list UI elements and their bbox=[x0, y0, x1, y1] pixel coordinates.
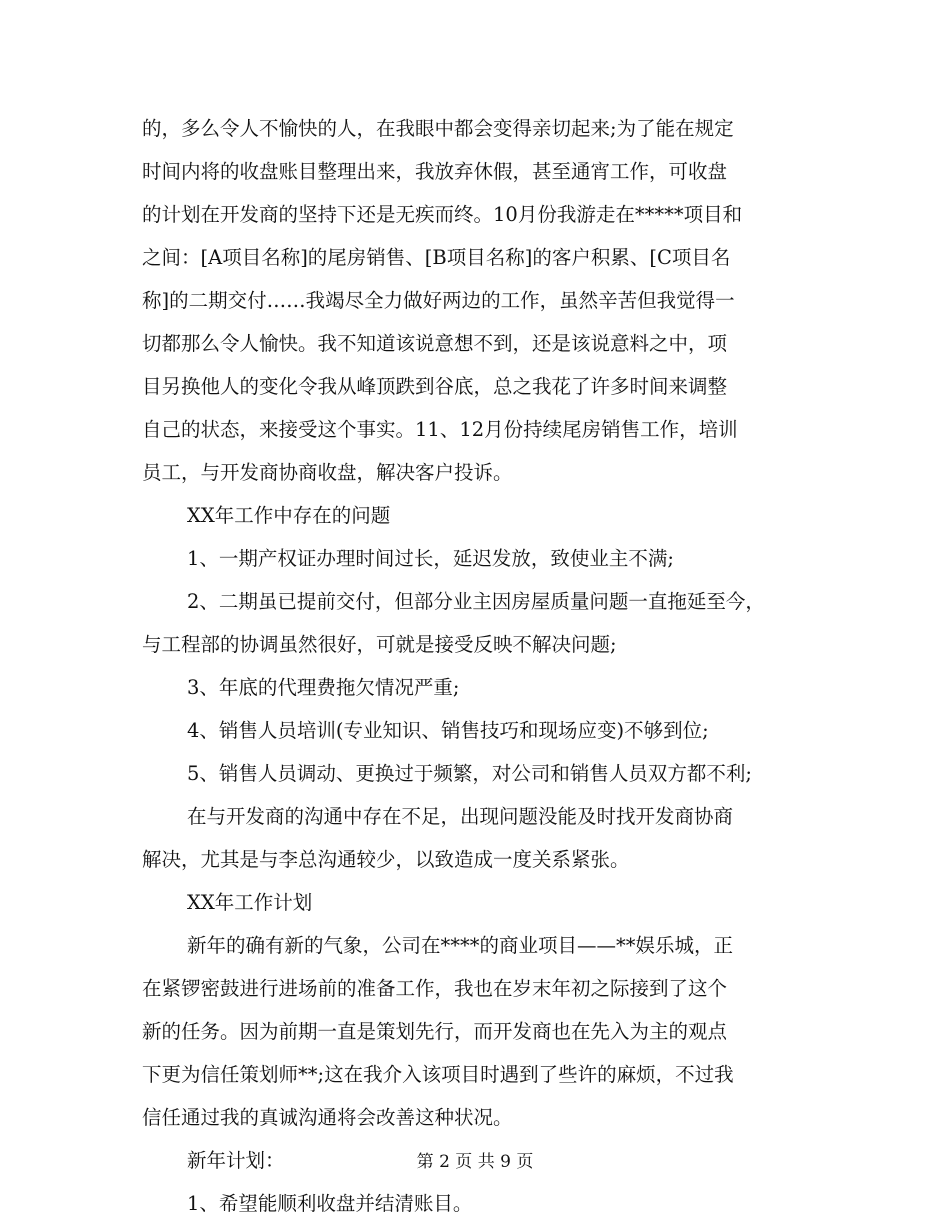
text-line: 新年的确有新的气象，公司在****的商业项目——**娱乐城，正 bbox=[187, 934, 734, 957]
text-line: 1、一期产权证办理时间过长，延迟发放，致使业主不满; bbox=[187, 547, 674, 570]
text-line: XX年工作计划 bbox=[187, 891, 313, 914]
text-line: 称]的二期交付……我竭尽全力做好两边的工作，虽然辛苦但我觉得一 bbox=[142, 289, 735, 312]
text-line: 在与开发商的沟通中存在不足，出现问题没能及时找开发商协商 bbox=[187, 805, 734, 828]
text-line: 员工，与开发商协商收盘，解决客户投诉。 bbox=[142, 461, 513, 484]
text-line: 新的任务。因为前期一直是策划先行，而开发商也在先入为主的观点 bbox=[142, 1020, 728, 1043]
text-line: 4、销售人员培训(专业知识、销售技巧和现场应变)不够到位; bbox=[187, 719, 709, 742]
text-line: 的计划在开发商的坚持下还是无疾而终。10月份我游走在*****项目和 bbox=[142, 203, 743, 226]
text-line: 信任通过我的真诚沟通将会改善这种状况。 bbox=[142, 1106, 513, 1129]
text-line: 与工程部的协调虽然很好，可就是接受反映不解决问题; bbox=[142, 633, 617, 656]
page-footer: 第 2 页 共 9 页 bbox=[416, 1152, 534, 1172]
text-line: 在紧锣密鼓进行进场前的准备工作，我也在岁末年初之际接到了这个 bbox=[142, 977, 728, 1000]
document-body bbox=[142, 107, 822, 1225]
text-line: 自己的状态，来接受这个事实。11、12月份持续尾房销售工作，培训 bbox=[142, 418, 738, 441]
text-line: 新年计划： bbox=[187, 1149, 285, 1172]
text-line: 切都那么令人愉快。我不知道该说意想不到，还是该说意料之中，项 bbox=[142, 332, 728, 355]
text-line: 解决，尤其是与李总沟通较少，以致造成一度关系紧张。 bbox=[142, 848, 630, 871]
text-line: 5、销售人员调动、更换过于频繁，对公司和销售人员双方都不利; bbox=[187, 762, 752, 785]
text-line: 时间内将的收盘账目整理出来，我放弃休假，甚至通宵工作，可收盘 bbox=[142, 160, 728, 183]
text-line: XX年工作中存在的问题 bbox=[187, 504, 391, 527]
text-line: 2、二期虽已提前交付，但部分业主因房屋质量问题一直拖延至今， bbox=[187, 590, 765, 613]
text-line: 的，多么令人不愉快的人，在我眼中都会变得亲切起来;为了能在规定 bbox=[142, 117, 734, 140]
text-line: 目另换他人的变化令我从峰顶跌到谷底，总之我花了许多时间来调整 bbox=[142, 375, 728, 398]
text-line: 1、希望能顺利收盘并结清账目。 bbox=[187, 1192, 473, 1215]
text-line: 之间：[A项目名称]的尾房销售、[B项目名称]的客户积累、[C项目名 bbox=[142, 246, 731, 269]
text-line: 3、年底的代理费拖欠情况严重; bbox=[187, 676, 460, 699]
text-line: 下更为信任策划师**;这在我介入该项目时遇到了些许的麻烦，不过我 bbox=[142, 1063, 734, 1086]
